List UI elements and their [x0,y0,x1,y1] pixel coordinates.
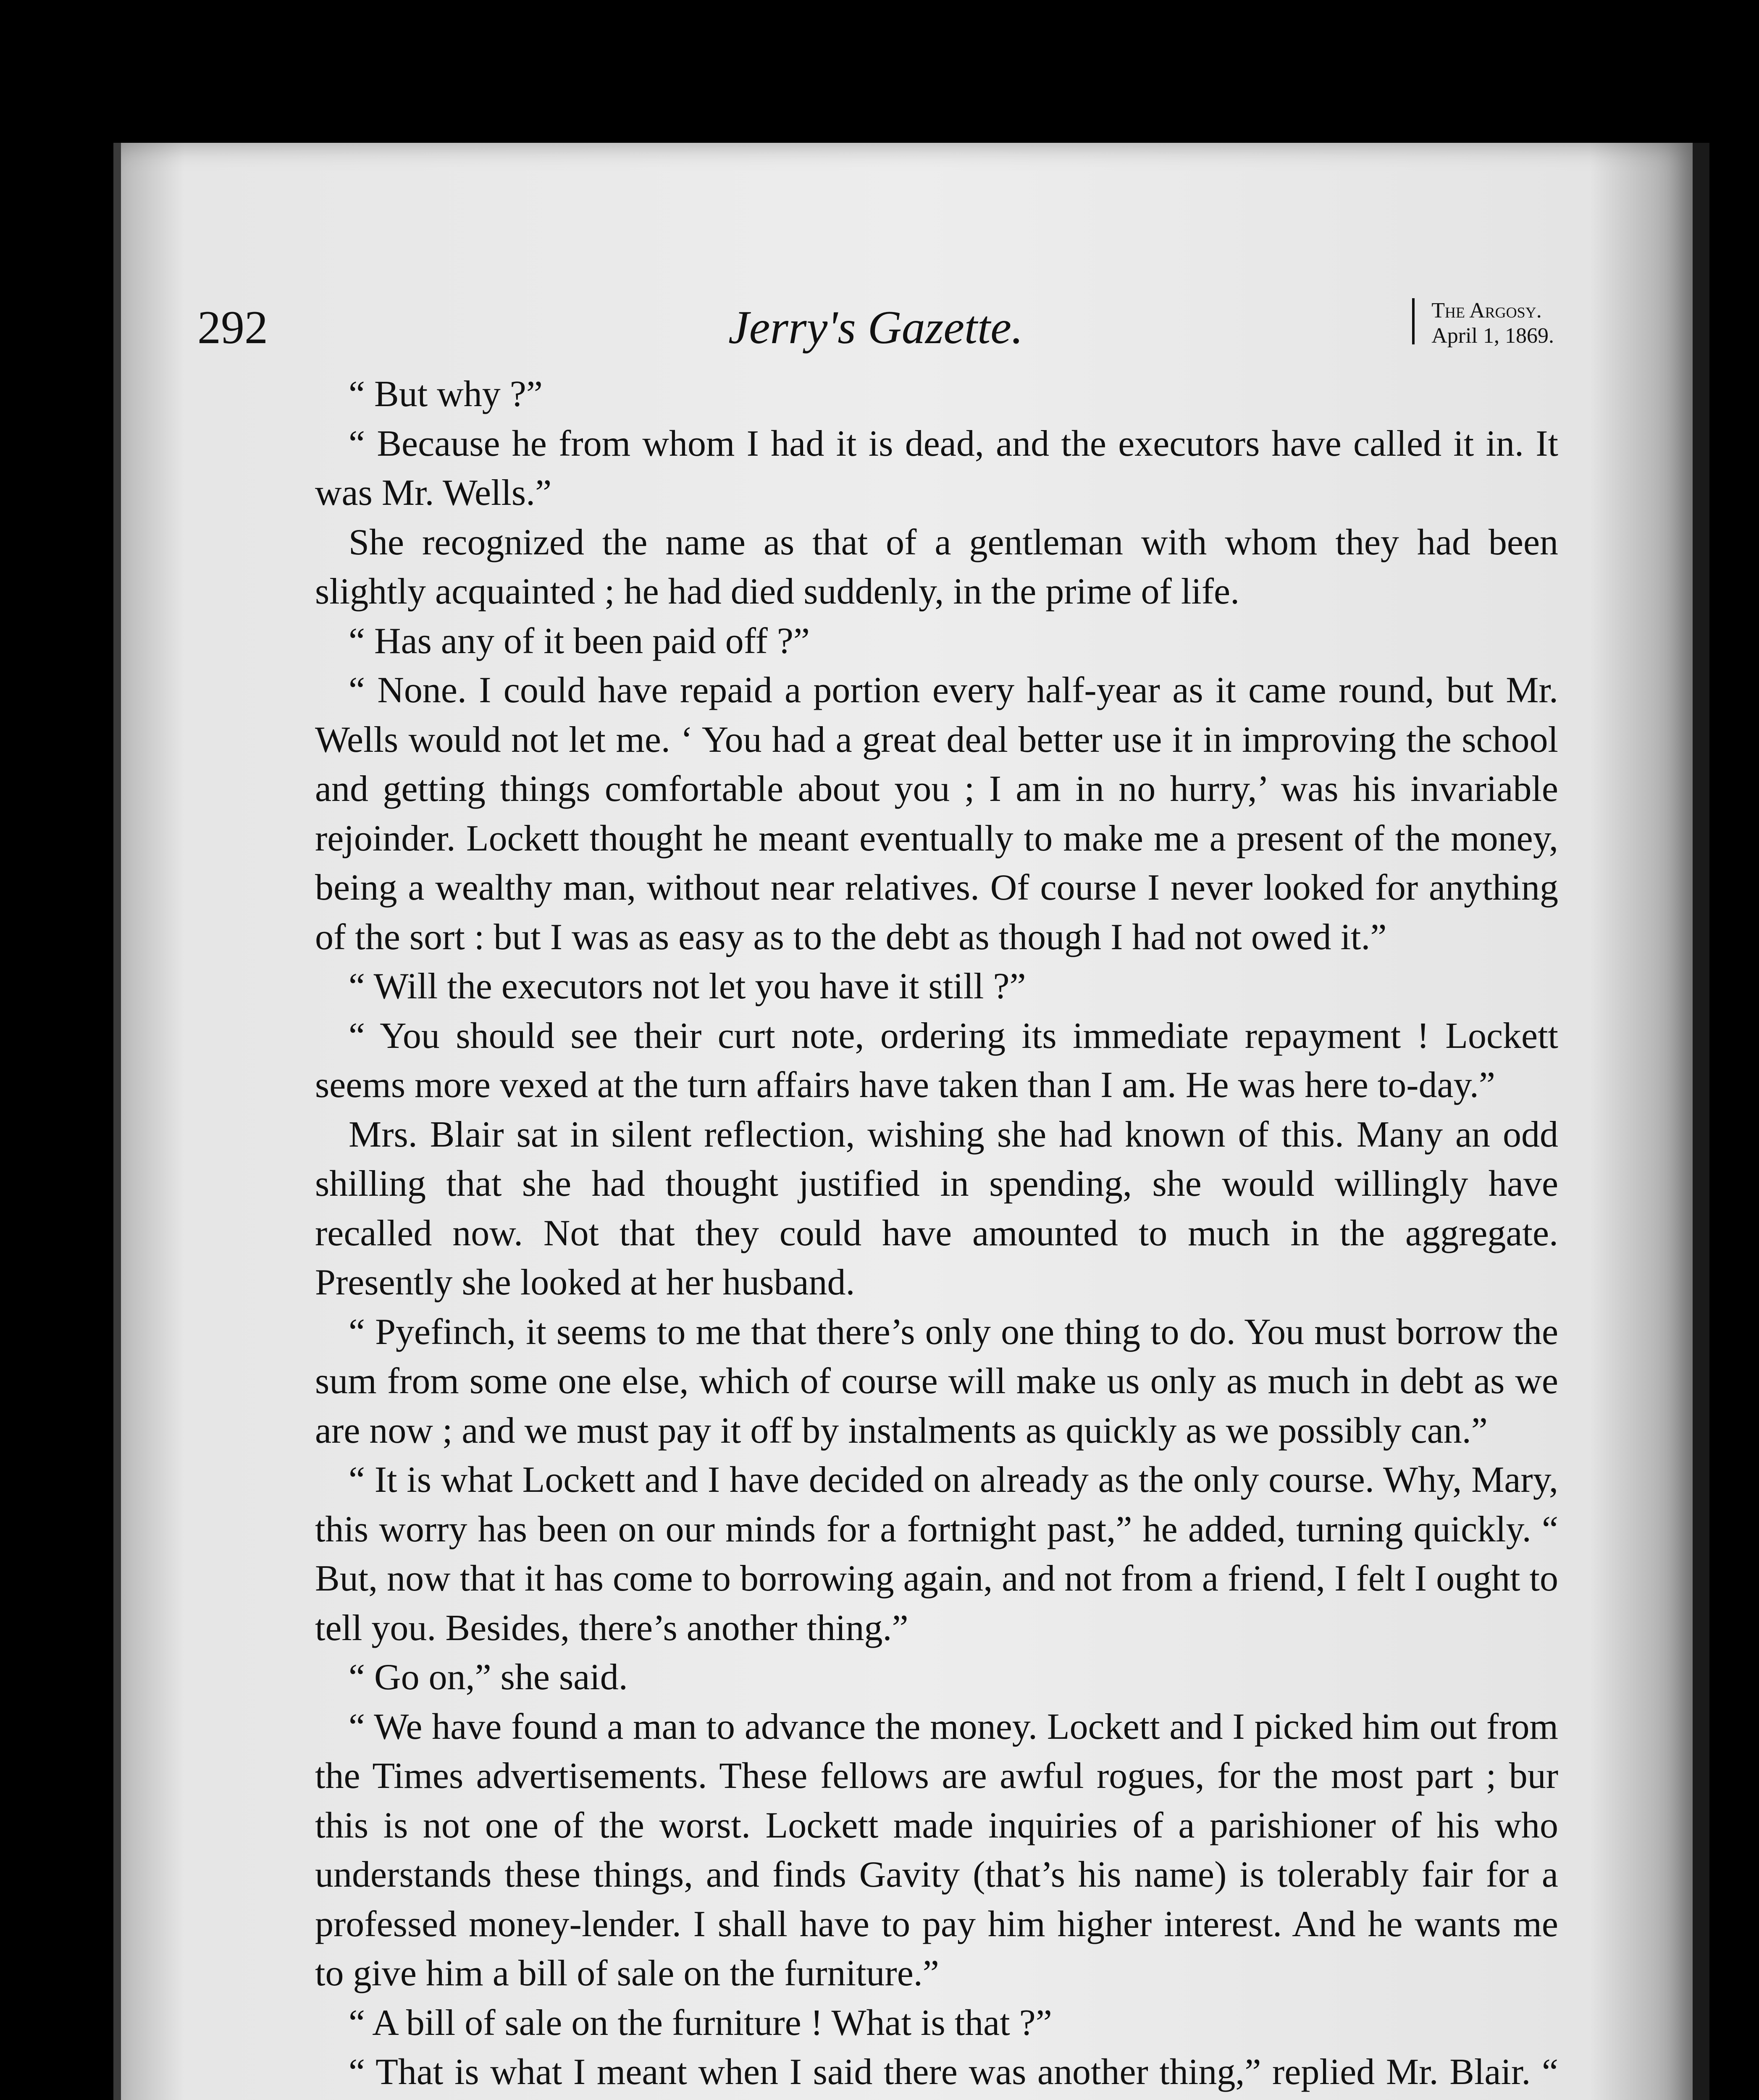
paragraph: “ It is what Lockett and I have decided on already as the only course. Why, Mary, this worry has been on our minds for a fortnight past,” he added, turning quickly. “ But, now that it has come to borrowing again, and not from a friend, I felt I ought to tell you. Besides, there’s another thing.” [315,1460,1558,1648]
publication-reference [1412,298,1554,348]
paragraph: “ None. I could have repaid a portion every half-year as it came round, but Mr. Wells would not let me. ‘ You had a great deal better use it in improving the school and getting things comfortable about you ; I am in no hurry,’ was his invariable rejoinder. Lockett thought he meant eventually to make me a present of the money, being a wealthy man, without near relatives. Of course I never looked for anything of the sort : but I was as easy as to the debt as though I had not owed it.” [315,670,1558,958]
publication-name: The Argosy. [1431,299,1542,323]
paragraph: “ Go on,” she said. [349,1657,628,1698]
page-header [197,294,1554,361]
paragraph: “ That is what I meant when I said there was another thing,” replied Mr. Blair. “ [349,2052,1558,2092]
paragraph: “ Pyefinch, it seems to me that there’s only one thing to do. You must borrow the sum from some one else, which of course will make us only as much in debt as we are now ; and we must pay it off by instalments as quickly as we possibly can.” [315,1311,1558,1451]
page-edge [1693,143,1709,2100]
paragraph: She recognized the name as that of a gentleman with whom they had been slightly acquainted ; he had died suddenly, in the prime of life. [315,522,1558,612]
paragraph: “ But why ?” [349,374,543,415]
paragraph: “ We have found a man to advance the money. Lockett and I picked him out from the Times advertisements. These fellows are awful rogues, for the most part ; bur this is not one of the worst. Lockett made inquiries of a parishioner of his who understands these things, and finds Gavity (that’s his name) is tolerably fair for a professed money-lender. I shall have to pay him higher interest. And he wants me to give him a bill of sale on the furniture.” [315,1706,1558,1994]
paragraph: “ Will the executors not let you have it still ?” [349,966,1026,1007]
paragraph: “ Because he from whom I had it is dead, and the executors have called it in. It was Mr. Wells.” [315,423,1558,513]
paragraph: “ You should see their curt note, ordering its immediate repayment ! Lockett seems more vexed at the turn affairs have taken than I am. He was here to-day.” [315,1015,1558,1105]
paragraph: “ Has any of it been paid off ?” [349,620,810,662]
running-title: Jerry's Gazette. [728,302,1023,354]
page-number: 292 [197,302,268,354]
body-text [315,370,1558,2100]
paragraph: “ A bill of sale on the furniture ! What is that ?” [349,2002,1052,2043]
publication-date: April 1, 1869. [1431,324,1554,348]
paragraph: Mrs. Blair sat in silent reflection, wishing she had known of this. Many an odd shilling that she had thought justified in spending, she would willingly have recalled now. Not that they could have amounted to much in the aggregate. Presently she looked at her husband. [315,1114,1558,1303]
